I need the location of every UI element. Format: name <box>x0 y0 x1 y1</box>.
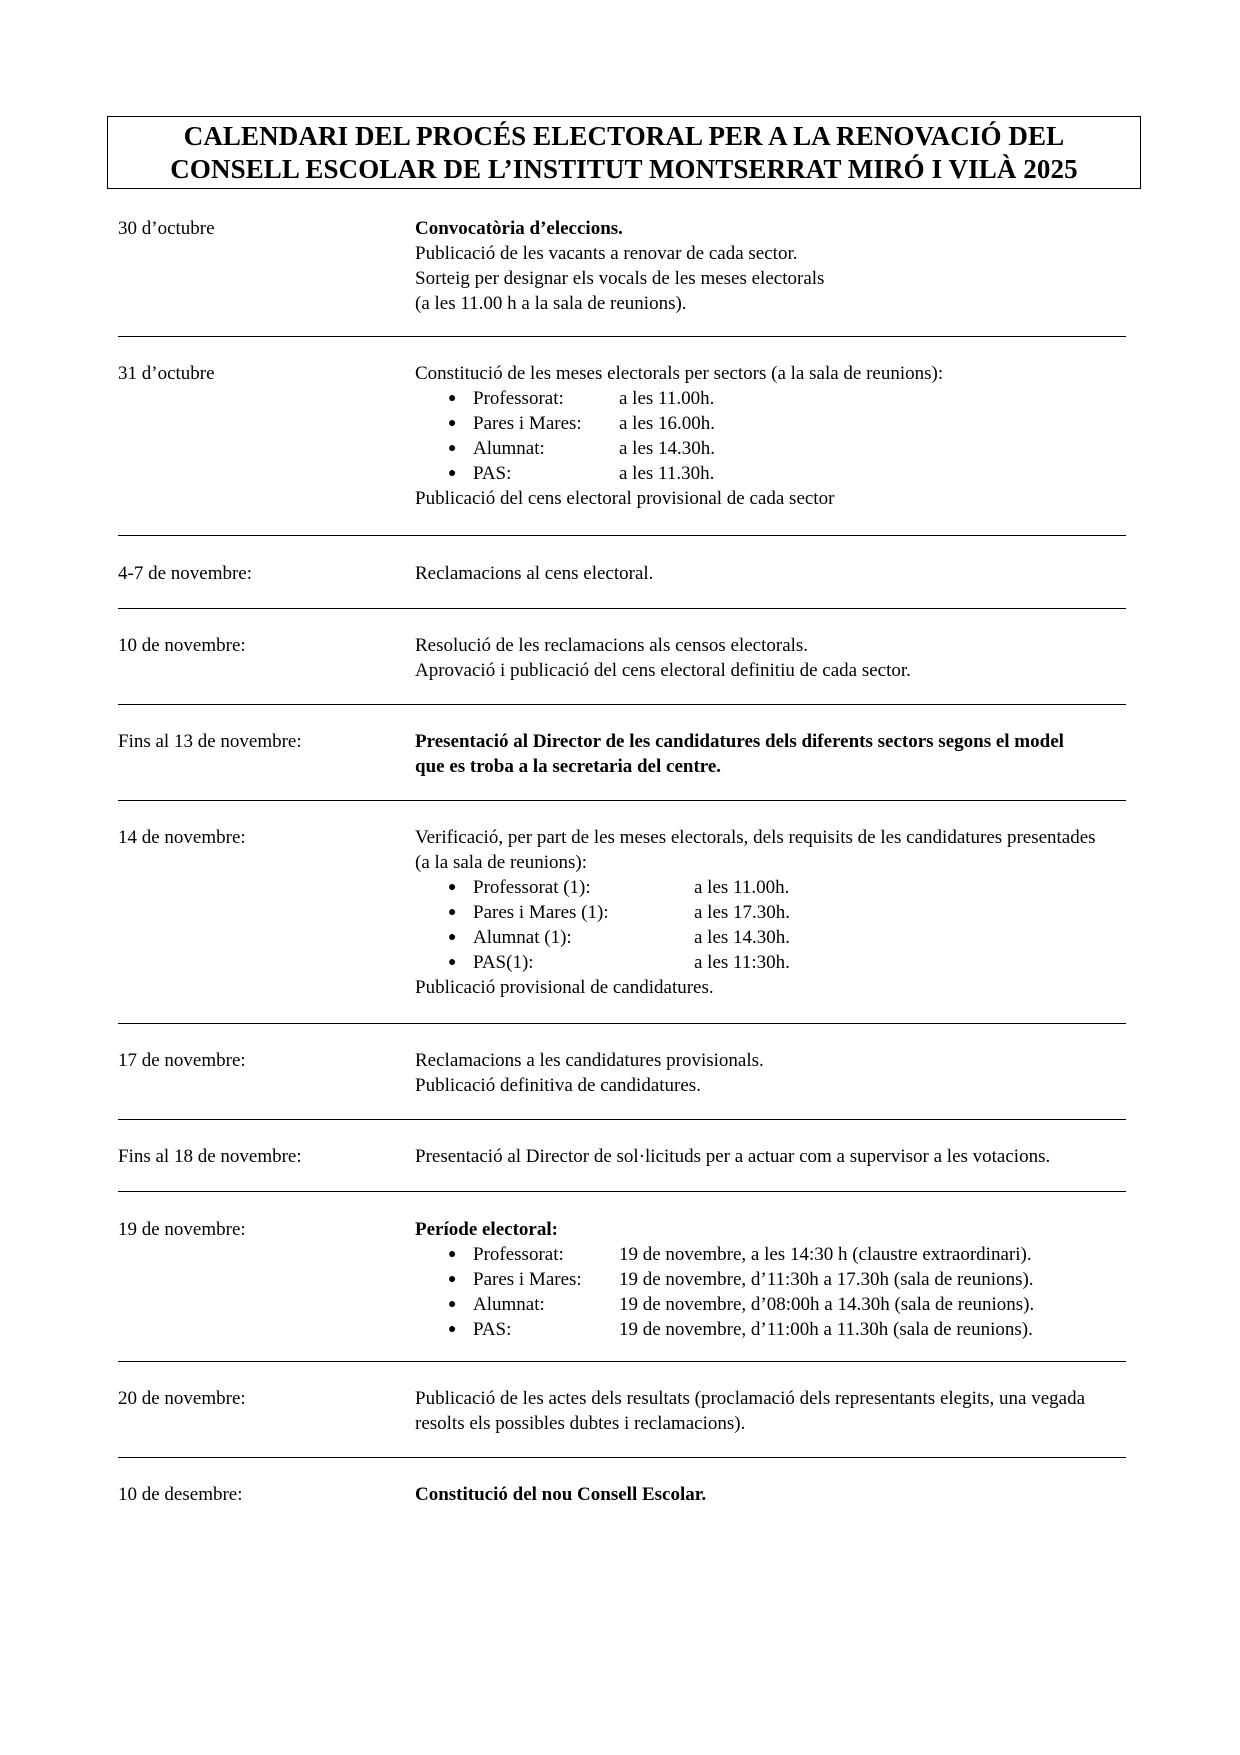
entry-intro: Verificació, per part de les meses electorals, dels requisits de les candidatures presentades (a la sala de reunions): <box>415 827 1096 873</box>
bullet-item: ● Pares i Mares: a les 16.00h. <box>448 413 716 434</box>
separator-line <box>118 1191 1126 1192</box>
entry-content <box>415 1048 1135 1098</box>
bullet-icon: ● <box>448 1272 457 1287</box>
bullet-icon: ● <box>448 441 457 456</box>
entry-bold-text: Presentació al Director de les candidatures dels diferents sectors segons el model que es troba a la secretaria del centre. <box>415 731 1064 777</box>
separator-line <box>118 704 1126 705</box>
entry-content <box>415 1217 1135 1342</box>
entry-line: Resolució de les reclamacions als censos electorals. <box>415 635 809 656</box>
entry-date: Fins al 13 de novembre: <box>118 731 302 752</box>
separator-line <box>118 1023 1126 1024</box>
entry-line: Presentació al Director de sol·licituds per a actuar com a supervisor a les votacions. <box>415 1146 1051 1167</box>
entry-content <box>415 361 1135 511</box>
bullet-item: ● Professorat (1): a les 11.00h. <box>448 877 790 898</box>
entry-content <box>415 1144 1135 1169</box>
bullet-item: ● Alumnat (1): a les 14.30h. <box>448 927 791 948</box>
bullet-icon: ● <box>448 1247 457 1262</box>
entry-line: Reclamacions a les candidatures provisionals. <box>415 1050 764 1071</box>
entry-text: Publicació de les actes dels resultats (proclamació dels representants elegits, una vegada resolts els possibles dubtes i reclamacions). <box>415 1388 1086 1434</box>
entry-content <box>415 561 1135 586</box>
document-title-box <box>107 116 1141 189</box>
bullet-icon: ● <box>448 1322 457 1337</box>
entry-date: 17 de novembre: <box>118 1050 246 1071</box>
entry-date: 31 d’octubre <box>118 363 215 384</box>
entry-content <box>415 1386 1105 1436</box>
separator-line <box>118 608 1126 609</box>
separator-line <box>118 535 1126 536</box>
entry-intro: Constitució de les meses electorals per sectors (a la sala de reunions): <box>415 363 944 384</box>
entry-bold-text: Constitució del nou Consell Escolar. <box>415 1484 707 1505</box>
entry-heading: Període electoral: <box>415 1219 558 1240</box>
entry-heading: Convocatòria d’eleccions. <box>415 218 623 239</box>
entry-content <box>415 1482 1135 1507</box>
bullet-item: ● Alumnat: 19 de novembre, d’08:00h a 14.30h (sala de reunions). <box>448 1294 1035 1315</box>
entry-line: Publicació de les vacants a renovar de cada sector. <box>415 243 798 264</box>
separator-line <box>118 800 1126 801</box>
entry-date: 14 de novembre: <box>118 827 246 848</box>
bullet-icon: ● <box>448 391 457 406</box>
entry-content <box>415 216 1135 316</box>
entry-line: Aprovació i publicació del cens electoral definitiu de cada sector. <box>415 660 911 681</box>
bullet-icon: ● <box>448 905 457 920</box>
bullet-icon: ● <box>448 955 457 970</box>
entry-line: Reclamacions al cens electoral. <box>415 563 654 584</box>
bullet-icon: ● <box>448 1297 457 1312</box>
separator-line <box>118 336 1126 337</box>
bullet-item: ● Pares i Mares: 19 de novembre, d’11:30h a 17.30h (sala de reunions). <box>448 1269 1034 1290</box>
entry-line: (a les 11.00 h a la sala de reunions). <box>415 293 687 314</box>
bullet-item: ● Pares i Mares (1): a les 17.30h. <box>448 902 791 923</box>
bullet-item: ● PAS: 19 de novembre, d’11:00h a 11.30h (sala de reunions). <box>448 1319 1033 1340</box>
entry-content <box>415 729 1095 779</box>
entry-date: Fins al 18 de novembre: <box>118 1146 302 1167</box>
entry-date: 10 de novembre: <box>118 635 246 656</box>
title-line-2: CONSELL ESCOLAR DE L’INSTITUT MONTSERRAT MIRÓ I VILÀ 2025 <box>170 153 1078 184</box>
entry-line: Sorteig per designar els vocals de les meses electorals <box>415 268 825 289</box>
entry-date: 30 d’octubre <box>118 218 215 239</box>
title-line-1: CALENDARI DEL PROCÉS ELECTORAL PER A LA RENOVACIÓ DEL <box>183 120 1065 151</box>
bullet-icon: ● <box>448 416 457 431</box>
entry-content <box>415 633 1135 683</box>
entry-date: 10 de desembre: <box>118 1484 243 1505</box>
entry-outro: Publicació del cens electoral provisional de cada sector <box>415 488 835 509</box>
bullet-item: ● PAS(1): a les 11:30h. <box>448 952 790 973</box>
entry-date: 19 de novembre: <box>118 1219 246 1240</box>
bullet-icon: ● <box>448 466 457 481</box>
bullet-item: ● PAS: a les 11.30h. <box>448 463 715 484</box>
separator-line <box>118 1119 1126 1120</box>
entry-outro: Publicació provisional de candidatures. <box>415 977 714 998</box>
bullet-icon: ● <box>448 880 457 895</box>
bullet-item: ● Alumnat: a les 14.30h. <box>448 438 716 459</box>
bullet-item: ● Professorat: a les 11.00h. <box>448 388 715 409</box>
bullet-icon: ● <box>448 930 457 945</box>
separator-line <box>118 1361 1126 1362</box>
entry-date: 4-7 de novembre: <box>118 563 253 584</box>
bullet-item: ● Professorat: 19 de novembre, a les 14:30 h (claustre extraordinari). <box>448 1244 1032 1265</box>
separator-line <box>118 1457 1126 1458</box>
entry-line: Publicació definitiva de candidatures. <box>415 1075 701 1096</box>
entry-content <box>415 825 1135 1000</box>
entry-date: 20 de novembre: <box>118 1388 246 1409</box>
